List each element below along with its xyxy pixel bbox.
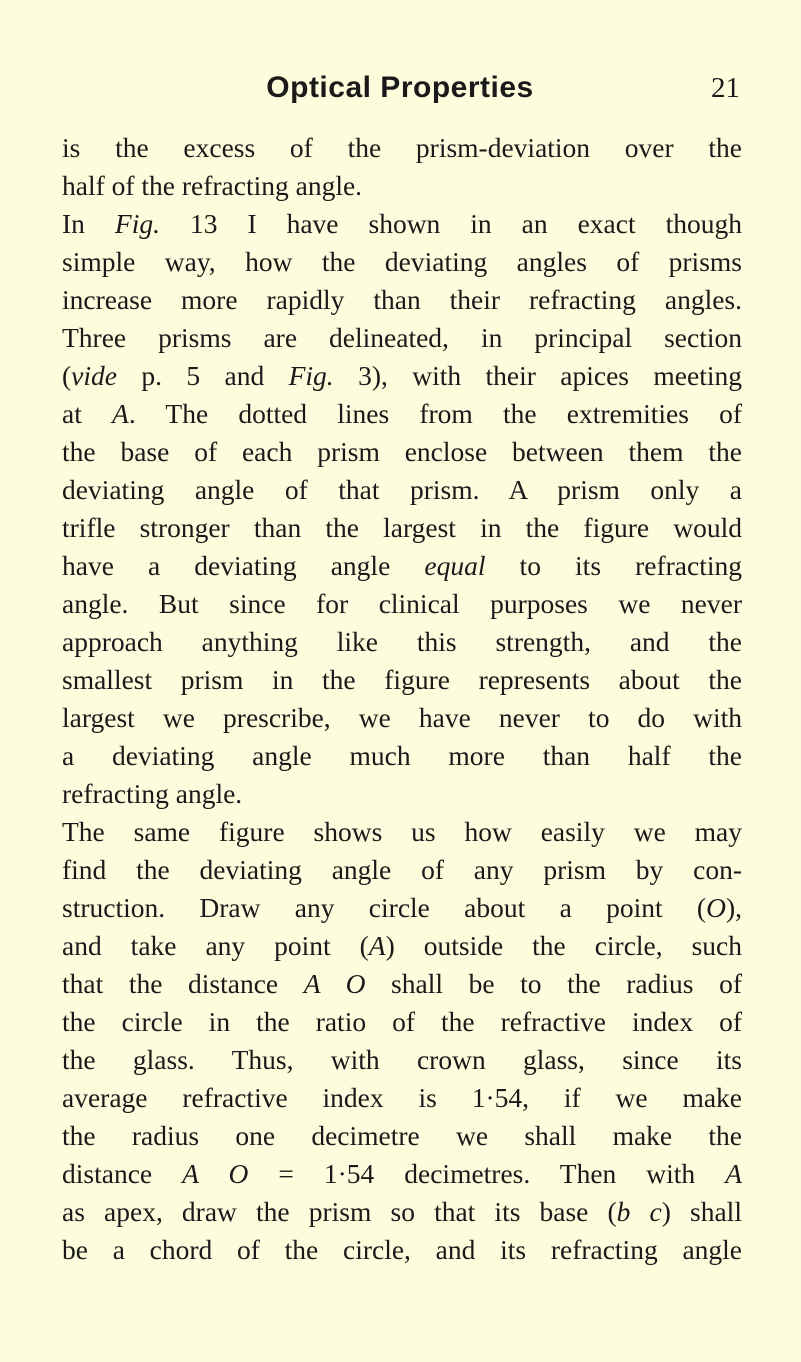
text-line bbox=[62, 243, 742, 281]
text-run: at bbox=[62, 398, 113, 429]
text-run: a deviating angle much more than half the bbox=[62, 740, 742, 771]
text-run: have a deviating angle bbox=[62, 550, 425, 581]
text-run: refracting angle. bbox=[62, 778, 243, 809]
text-line bbox=[62, 813, 742, 851]
text-line bbox=[62, 319, 742, 357]
text-line bbox=[62, 927, 742, 965]
text-run: angle. But since for clinical purposes we never bbox=[62, 588, 742, 619]
text-line bbox=[62, 167, 742, 205]
italic-text: A O bbox=[303, 968, 366, 999]
text-run: ), bbox=[725, 892, 742, 923]
page-title: Optical Properties bbox=[266, 71, 534, 104]
text-line bbox=[62, 1079, 742, 1117]
text-line bbox=[62, 357, 742, 395]
italic-text: Fig. bbox=[288, 360, 334, 391]
body-text bbox=[62, 129, 742, 1269]
text-run: is the excess of the prism-deviation over the bbox=[62, 132, 742, 163]
text-run: = 1·54 decimetres. Then with bbox=[248, 1158, 726, 1189]
text-run: trifle stronger than the largest in the figure would bbox=[62, 512, 742, 543]
page-number: 21 bbox=[711, 72, 740, 104]
text-run: and take any point ( bbox=[62, 930, 369, 961]
text-run: distance bbox=[62, 1158, 183, 1189]
text-run: smallest prism in the figure represents about the bbox=[62, 664, 742, 695]
text-run: half of the refracting angle. bbox=[62, 170, 363, 201]
text-line bbox=[62, 205, 742, 243]
text-run: shall be to the radius of bbox=[365, 968, 742, 999]
text-run: . The dotted lines from the extremities of bbox=[128, 398, 742, 429]
text-run: the glass. Thus, with crown glass, since its bbox=[62, 1044, 742, 1075]
text-line bbox=[62, 1117, 742, 1155]
text-run: that the distance bbox=[62, 968, 304, 999]
text-line bbox=[62, 281, 742, 319]
text-run: ) shall bbox=[661, 1196, 742, 1227]
italic-text: A bbox=[725, 1158, 743, 1189]
text-run: as apex, draw the prism so that its base ( bbox=[62, 1196, 617, 1227]
text-run: approach anything like this strength, and the bbox=[62, 626, 742, 657]
text-line bbox=[62, 851, 742, 889]
text-line bbox=[62, 1155, 742, 1193]
text-run: largest we prescribe, we have never to do with bbox=[62, 702, 742, 733]
text-line bbox=[62, 737, 742, 775]
italic-text: A O bbox=[182, 1158, 249, 1189]
text-run: 3), with their apices meeting bbox=[333, 360, 742, 391]
text-run: The same figure shows us how easily we may bbox=[62, 816, 742, 847]
text-run: to its refracting bbox=[485, 550, 742, 581]
text-run: be a chord of the circle, and its refracting angle bbox=[62, 1234, 742, 1265]
text-run: ( bbox=[62, 360, 72, 391]
text-line bbox=[62, 433, 742, 471]
text-line bbox=[62, 1193, 742, 1231]
text-line bbox=[62, 1003, 742, 1041]
italic-text: b c bbox=[616, 1196, 662, 1227]
text-line bbox=[62, 623, 742, 661]
text-run: In bbox=[62, 208, 115, 239]
text-line bbox=[62, 775, 742, 813]
italic-text: Fig. bbox=[114, 208, 160, 239]
text-run: Three prisms are delineated, in principal section bbox=[62, 322, 742, 353]
text-line bbox=[62, 585, 742, 623]
text-line bbox=[62, 471, 742, 509]
text-run: struction. Draw any circle about a point ( bbox=[62, 892, 707, 923]
text-run: increase more rapidly than their refracting angles. bbox=[62, 284, 742, 315]
text-run: 13 I have shown in an exact though bbox=[159, 208, 742, 239]
running-head bbox=[60, 66, 740, 114]
text-run: average refractive index is 1·54, if we make bbox=[62, 1082, 742, 1113]
text-run: p. 5 and bbox=[116, 360, 289, 391]
text-run: the radius one decimetre we shall make the bbox=[62, 1120, 742, 1151]
text-line bbox=[62, 889, 742, 927]
text-line bbox=[62, 965, 742, 1003]
text-run: find the deviating angle of any prism by con- bbox=[62, 854, 742, 885]
text-line bbox=[62, 1041, 742, 1079]
text-line bbox=[62, 661, 742, 699]
text-line bbox=[62, 509, 742, 547]
text-line bbox=[62, 129, 742, 167]
text-line bbox=[62, 699, 742, 737]
text-run: ) outside the circle, such bbox=[385, 930, 742, 961]
italic-text: vide bbox=[71, 360, 117, 391]
text-run: simple way, how the deviating angles of prisms bbox=[62, 246, 742, 277]
text-run: the base of each prism enclose between them the bbox=[62, 436, 742, 467]
italic-text: A bbox=[112, 398, 129, 429]
text-line bbox=[62, 547, 742, 585]
italic-text: equal bbox=[424, 550, 486, 581]
italic-text: O bbox=[706, 892, 726, 923]
text-line bbox=[62, 395, 742, 433]
text-run: deviating angle of that prism. A prism only a bbox=[62, 474, 742, 505]
text-run: the circle in the ratio of the refractive index of bbox=[62, 1006, 742, 1037]
italic-text: A bbox=[368, 930, 386, 961]
text-line bbox=[62, 1231, 742, 1269]
